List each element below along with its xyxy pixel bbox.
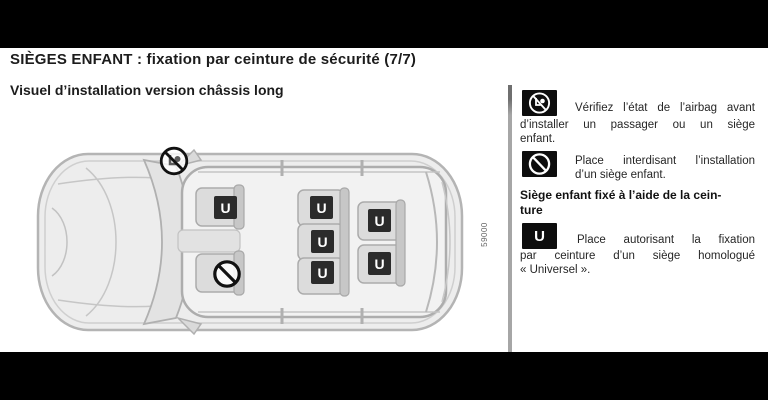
page-subtitle: Visuel d’installation version châssis long [10, 82, 284, 98]
legend-text-line: d’un siège enfant. [575, 169, 666, 181]
seat-marker-row2-upper: U [310, 196, 333, 219]
legend-text-line: « Universel ». [520, 264, 591, 276]
car-illustration [28, 138, 468, 348]
legend-text-line: Place autorisant la fixation [577, 234, 755, 246]
bottom-letterbox-bar [0, 352, 768, 400]
page-title: SIÈGES ENFANT : fixation par ceinture de sécurité (7/7) [10, 51, 417, 68]
seat-marker-row3-lower: U [368, 252, 391, 275]
seat-marker-row2-lower: U [311, 261, 334, 284]
legend-text-line: d’installer un passager ou un siège [520, 119, 755, 131]
car-top-view-diagram [28, 138, 468, 348]
seat-marker-row3-upper: U [368, 209, 391, 232]
legend-text-line: par ceinture d’un siège homologué [520, 250, 755, 262]
top-letterbox-bar [0, 0, 768, 48]
legend-panel [520, 88, 758, 352]
no-child-seat-icon [522, 151, 557, 177]
legend-heading: ture [520, 203, 543, 217]
seat-marker-front-upper: U [214, 196, 237, 219]
legend-text-line: enfant. [520, 133, 556, 145]
content-panel [0, 48, 768, 352]
legend-text-line: Vérifiez l’état de l’airbag avant [575, 102, 755, 114]
figure-code: 59000 [479, 221, 489, 247]
legend-heading: Siège enfant fixé à l’aide de la cein- [520, 188, 722, 202]
u-universal-icon: U [522, 223, 557, 249]
seat-marker-row2-middle: U [311, 230, 334, 253]
airbag-warning-icon [522, 90, 557, 116]
legend-divider [508, 85, 512, 352]
legend-text-line: Place interdisant l’installation [575, 155, 755, 167]
